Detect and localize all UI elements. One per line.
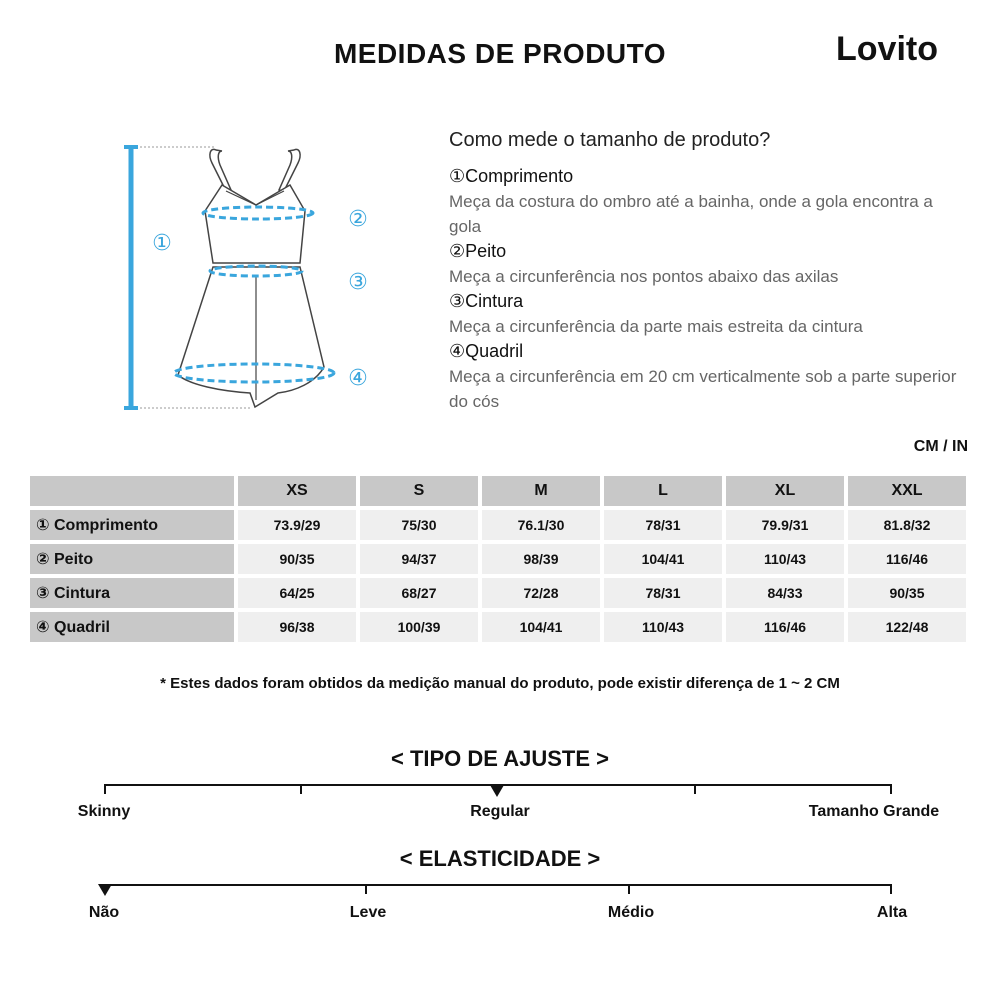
- table-cell: 122/48: [848, 612, 966, 642]
- unit-label: CM / IN: [913, 438, 968, 455]
- table-cell: 73.9/29: [238, 510, 356, 540]
- table-cell: 75/30: [360, 510, 478, 540]
- fit-title: < TIPO DE AJUSTE >: [390, 746, 610, 771]
- table-cell: 116/46: [726, 612, 844, 642]
- elasticity-title: < ELASTICIDADE >: [399, 846, 601, 871]
- brand-logo: Lovito: [836, 30, 938, 68]
- table-row: [30, 612, 966, 642]
- table-cell: 116/46: [848, 544, 966, 574]
- size-header: S: [360, 476, 478, 506]
- table-cell: 96/38: [238, 612, 356, 642]
- instruction-name: ③Cintura: [449, 291, 524, 311]
- fit-selected-marker: [490, 785, 504, 797]
- row-label: ③ Cintura: [30, 578, 234, 608]
- elasticity-label-medium: Médio: [607, 904, 655, 921]
- table-row: [30, 544, 966, 574]
- instruction-item: [449, 289, 969, 339]
- row-label: ① Comprimento: [30, 510, 234, 540]
- elasticity-label-none: Não: [88, 904, 120, 921]
- instruction-desc: Meça a circunferência nos pontos abaixo das axilas: [449, 267, 839, 286]
- size-header: M: [482, 476, 600, 506]
- label-chest: ②: [348, 207, 368, 232]
- table-cell: 64/25: [238, 578, 356, 608]
- elasticity-selected-marker: [98, 884, 112, 896]
- size-table: [26, 472, 970, 646]
- table-cell: 72/28: [482, 578, 600, 608]
- fit-label-oversize: Tamanho Grande: [808, 803, 940, 820]
- fit-label-regular: Regular: [470, 803, 530, 820]
- fit-tick: [300, 784, 302, 794]
- table-cell: 110/43: [604, 612, 722, 642]
- instruction-item: [449, 239, 969, 289]
- left-strap: [210, 149, 231, 191]
- table-header-row: [30, 476, 966, 506]
- table-cell: 104/41: [482, 612, 600, 642]
- bodice: [205, 185, 305, 263]
- row-label: ④ Quadril: [30, 612, 234, 642]
- instruction-desc: Meça a circunferência da parte mais estreita da cintura: [449, 317, 863, 336]
- table-cell: 90/35: [848, 578, 966, 608]
- table-cell: 98/39: [482, 544, 600, 574]
- elasticity-label-high: Alta: [876, 904, 908, 921]
- table-cell: 104/41: [604, 544, 722, 574]
- size-header: L: [604, 476, 722, 506]
- label-waist: ③: [348, 270, 368, 295]
- table-cell: 79.9/31: [726, 510, 844, 540]
- fit-tick: [104, 784, 106, 794]
- instructions-title: Como mede o tamanho de produto?: [449, 129, 771, 151]
- fit-label-skinny: Skinny: [77, 803, 131, 820]
- table-cell: 90/35: [238, 544, 356, 574]
- elasticity-label-light: Leve: [349, 904, 387, 921]
- table-cell: 100/39: [360, 612, 478, 642]
- page-title: MEDIDAS DE PRODUTO: [333, 38, 667, 69]
- fit-tick: [890, 784, 892, 794]
- table-cell: 110/43: [726, 544, 844, 574]
- table-cell: 78/31: [604, 510, 722, 540]
- label-length: ①: [152, 231, 172, 256]
- table-cell: 81.8/32: [848, 510, 966, 540]
- instruction-item: [449, 339, 969, 414]
- size-header: XS: [238, 476, 356, 506]
- table-row: [30, 578, 966, 608]
- shorts: [178, 267, 324, 407]
- elasticity-scale-line: [104, 884, 892, 886]
- instruction-item: [449, 164, 969, 239]
- table-cell: 94/37: [360, 544, 478, 574]
- fit-tick: [694, 784, 696, 794]
- elasticity-tick: [628, 884, 630, 894]
- table-cell: 78/31: [604, 578, 722, 608]
- table-cell: 84/33: [726, 578, 844, 608]
- table-cell: 68/27: [360, 578, 478, 608]
- table-corner: [30, 476, 234, 506]
- instruction-desc: Meça a circunferência em 20 cm verticalmente sob a parte superior do cós: [449, 367, 957, 411]
- measure-instructions: [449, 128, 969, 414]
- instruction-name: ①Comprimento: [449, 166, 574, 186]
- table-row: [30, 510, 966, 540]
- instruction-name: ②Peito: [449, 241, 507, 261]
- row-label: ② Peito: [30, 544, 234, 574]
- size-header: XL: [726, 476, 844, 506]
- table-cell: 76.1/30: [482, 510, 600, 540]
- elasticity-tick: [365, 884, 367, 894]
- label-hip: ④: [348, 366, 368, 391]
- elasticity-tick: [890, 884, 892, 894]
- measurement-note: * Estes dados foram obtidos da medição manual do produto, pode existir diferença de 1 ~ 2 CM: [160, 675, 840, 692]
- instruction-name: ④Quadril: [449, 341, 524, 361]
- instruction-desc: Meça da costura do ombro até a bainha, onde a gola encontra a gola: [449, 192, 933, 236]
- size-header: XXL: [848, 476, 966, 506]
- garment-diagram: [110, 135, 390, 425]
